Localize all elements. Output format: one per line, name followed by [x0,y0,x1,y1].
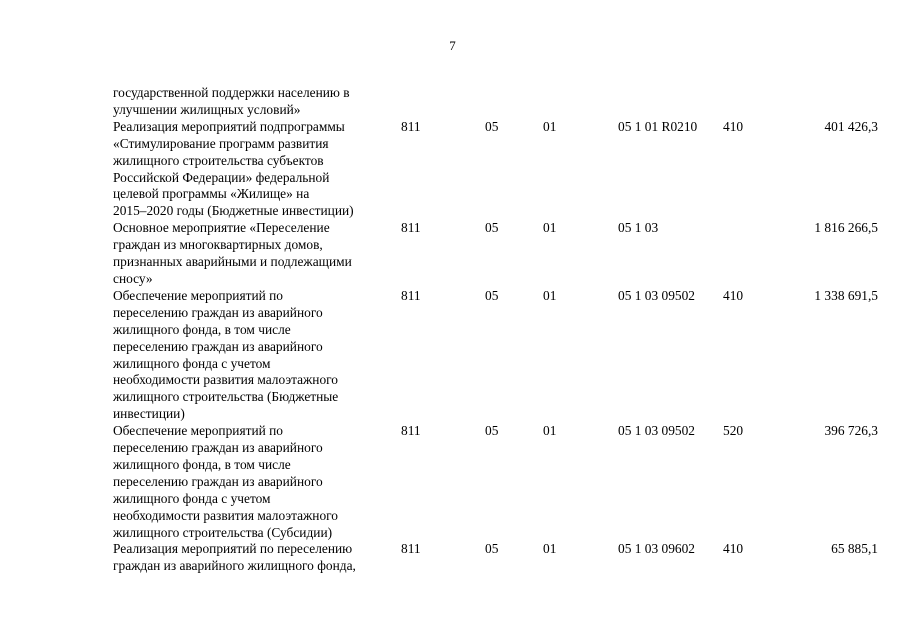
row-target-code: 05 1 01 R0210 [618,118,698,134]
row-amount: 65 885,1 [831,541,878,557]
row-amount: 396 726,3 [824,423,878,439]
table-row [113,288,878,423]
row-name: государственной поддержки населению в улучшении жилищных условий» [113,85,350,117]
row-expense-type: 520 [723,423,744,439]
row-expense-type: 410 [723,118,744,134]
row-section-code: 05 [485,423,499,439]
page-number: 7 [449,38,456,53]
row-target-code: 05 1 03 09602 [618,541,695,557]
budget-table [113,85,878,575]
row-name: Реализация мероприятий подпрограммы «Стимулирование программ развития жилищного строительства субъектов Российской Федерации» федеральной целевой программы «Жилище» на 2015–2020 годы (Бюджетные инвестиции) [113,118,354,219]
row-ministry-code: 811 [401,220,421,236]
row-ministry-code: 811 [401,541,421,557]
table-row [113,85,878,119]
row-expense-type: 410 [723,287,744,303]
table-row [113,423,878,541]
row-subsection-code: 01 [543,287,557,303]
table-row [113,541,878,575]
row-amount: 401 426,3 [824,118,878,134]
row-subsection-code: 01 [543,118,557,134]
row-subsection-code: 01 [543,423,557,439]
row-section-code: 05 [485,220,499,236]
row-amount: 1 338 691,5 [814,287,878,303]
row-name: Обеспечение мероприятий по переселению граждан из аварийного жилищного фонда, в том числе переселению граждан из аварийного жилищного фонда с учетом необходимости развития малоэтажного жилищного строительства (Бюджетные инвестиции) [113,287,339,422]
row-ministry-code: 811 [401,287,421,303]
row-ministry-code: 811 [401,118,421,134]
row-section-code: 05 [485,118,499,134]
row-target-code: 05 1 03 09502 [618,287,695,303]
row-subsection-code: 01 [543,541,557,557]
row-target-code: 05 1 03 [618,220,659,236]
row-section-code: 05 [485,287,499,303]
row-name: Обеспечение мероприятий по переселению граждан из аварийного жилищного фонда, в том числе переселению граждан из аварийного жилищного фонда с учетом необходимости развития малоэтажного жилищного строительства (Субсидии) [113,423,338,540]
row-ministry-code: 811 [401,423,421,439]
row-section-code: 05 [485,541,499,557]
table-row [113,119,878,220]
row-name: Реализация мероприятий по переселению граждан из аварийного жилищного фонда, [113,541,356,574]
row-expense-type: 410 [723,541,744,557]
row-target-code: 05 1 03 09502 [618,423,695,439]
row-name: Основное мероприятие «Переселение граждан из многоквартирных домов, признанных аварийными и подлежащими сносу» [113,220,352,286]
row-amount: 1 816 266,5 [814,220,878,236]
table-row [113,220,878,288]
row-subsection-code: 01 [543,220,557,236]
